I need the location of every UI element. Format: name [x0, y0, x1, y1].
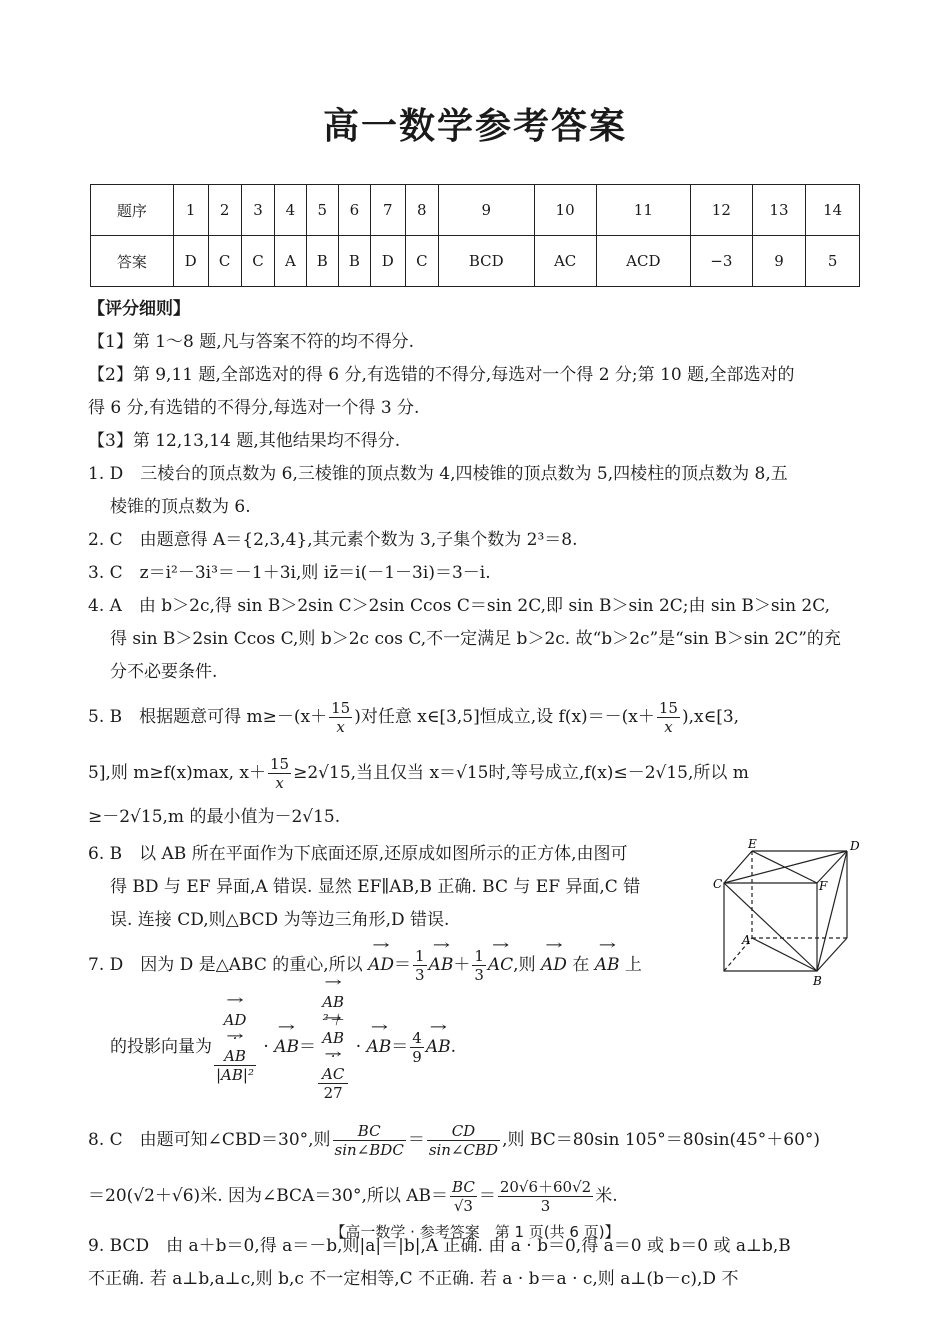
frac-den: x — [275, 774, 284, 792]
q7-text: ＝ — [391, 1037, 409, 1057]
table-cell-answer: B — [306, 236, 338, 287]
vector-ab: → AB — [216, 1047, 254, 1065]
q4-line-c: 分不必要条件. — [110, 662, 218, 682]
table-cell-number: 8 — [405, 185, 438, 236]
table-cell-answer: 5 — [806, 236, 860, 287]
q8-fraction — [450, 1178, 477, 1215]
q7-text: ＋ — [453, 955, 471, 975]
table-cell-number: 7 — [370, 185, 405, 236]
rule-2b: 得 6 分,有选错的不得分,每选对一个得 3 分. — [88, 398, 420, 418]
table-cell-number: 2 — [208, 185, 241, 236]
frac-num — [214, 1011, 256, 1066]
table-cell-number: 11 — [596, 185, 690, 236]
frac-den: x — [336, 718, 345, 736]
table-cell-answer: A — [275, 236, 307, 287]
frac-den: 3 — [474, 966, 484, 984]
frac-den: 27 — [323, 1084, 343, 1102]
table-cell-answer: D — [370, 236, 405, 287]
vector-ab: → AB — [595, 937, 620, 993]
rule-1: 【1】第 1～8 题,凡与答案不符的均不得分. — [88, 332, 415, 352]
vector-ac: → AC — [320, 1065, 346, 1083]
q6-line-b: 得 BD 与 EF 异面,A 错误. 显然 EF∥AB,B 正确. BC 与 EF 异面,C 错 — [110, 877, 641, 897]
q1-line-a: 1. D 三棱台的顶点数为 6,三棱锥的顶点数为 4,四棱锥的顶点数为 5,四棱柱的顶点数为 8,五 — [88, 464, 788, 484]
q7-text: ²＋ — [322, 1011, 344, 1029]
label-d: D — [850, 839, 860, 853]
frac-num — [318, 993, 348, 1084]
table-cell-number: 9 — [438, 185, 534, 236]
segment-bd — [817, 851, 847, 971]
frac-den: sin∠CBD — [428, 1141, 499, 1159]
segment-ef — [752, 851, 817, 883]
vector-ad: → AD — [368, 937, 394, 993]
q1-line-b: 棱锥的顶点数为 6. — [110, 497, 251, 517]
vector-ac: → AC — [488, 937, 513, 993]
q8-text: 米. — [595, 1186, 618, 1206]
q7-text: 上 — [624, 955, 642, 975]
table-cell-answer: D — [173, 236, 208, 287]
q6-line-c: 误. 连接 CD,则△BCD 为等边三角形,D 错误. — [110, 910, 450, 930]
table-cell-answer: C — [208, 236, 241, 287]
table-cell-number: 10 — [534, 185, 596, 236]
table-row-numbers — [91, 185, 860, 236]
table-cell-answer: −3 — [690, 236, 752, 287]
rules-heading: 【评分细则】 — [88, 299, 190, 319]
table-cell-answer: B — [338, 236, 370, 287]
q5-text: 5. B 根据题意可得 m≥－(x＋ — [88, 707, 328, 727]
q5-line-a — [88, 689, 863, 745]
q8-line-b: ＝20(√2＋√6)米. 因为∠BCA＝30°,所以 AB＝ $\frac{BC}{√3}$ ＝ $\frac{20√6+60√2}{3}$ 米. — [88, 1178, 618, 1215]
q5-text: ),x∈[3, — [681, 707, 740, 727]
frac-num: 20√6＋60√2 — [499, 1178, 592, 1196]
table-cell-answer: AC — [534, 236, 596, 287]
frac-den: 3 — [540, 1197, 551, 1215]
q7-text: 在 — [572, 955, 590, 975]
frac-den: |AB|² — [216, 1066, 254, 1084]
table-row-answers — [91, 236, 860, 287]
vector-ad: → AD — [216, 1011, 254, 1029]
page-title: 高一数学参考答案 — [322, 106, 627, 147]
rule-3: 【3】第 12,13,14 题,其他结果均不得分. — [88, 431, 401, 451]
frac-num: 15 — [331, 699, 351, 717]
frac-den: x — [664, 718, 673, 736]
answer-table — [90, 184, 860, 287]
table-cell-number: 1 — [173, 185, 208, 236]
frac-den: √3 — [453, 1197, 473, 1215]
q5-fraction — [657, 699, 680, 736]
rule-2a: 【2】第 9,11 题,全部选对的得 6 分,有选错的不得分,每选对一个得 2 分;第 10 题,全部选对的 — [88, 365, 795, 385]
vector-ab: → AB — [320, 1029, 346, 1047]
q6-line-a: 6. B 以 AB 所在平面作为下底面还原,还原成如图所示的正方体,由图可 — [88, 844, 628, 864]
table-cell-number: 4 — [275, 185, 307, 236]
label-b: B — [813, 974, 822, 988]
q7-text: ＝ — [298, 1037, 316, 1057]
table-cell-number: 3 — [241, 185, 274, 236]
q7-line-b — [88, 993, 863, 1102]
q5-fraction — [329, 699, 352, 736]
q7-fraction — [214, 1011, 256, 1084]
table-cell-answer: 9 — [752, 236, 806, 287]
answer-explanations — [88, 293, 863, 1296]
q9-line-b: 不正确. 若 a⊥b,a⊥c,则 b,c 不一定相等,C 不正确. 若 a · b＝a · c,则 a⊥(b－c),D 不 — [88, 1269, 739, 1289]
q5-text: )对任意 x∈[3,5]恒成立,设 f(x)＝－(x＋ — [354, 707, 655, 727]
vector-ab: → AB — [274, 1019, 299, 1075]
frac-num: BC — [333, 1122, 406, 1141]
frac-num: 1 — [474, 947, 484, 965]
q7-text: ,则 — [513, 955, 536, 975]
q5-line-c: ≥－2√15,m 的最小值为－2√15. — [88, 807, 341, 827]
q5-fraction — [268, 755, 291, 792]
table-cell-number: 14 — [806, 185, 860, 236]
frac-den: sin∠BDC — [334, 1141, 404, 1159]
table-cell-number: 12 — [690, 185, 752, 236]
frac-num: 1 — [415, 947, 425, 965]
table-cell-answer: C — [405, 236, 438, 287]
segment-cb — [724, 883, 817, 971]
table-cell-answer: ACD — [596, 236, 690, 287]
cube-edge — [724, 851, 752, 883]
label-a: A — [742, 933, 751, 947]
table-cell-answer: C — [241, 236, 274, 287]
q9-line-a: 9. BCD 由 a＋b＝0,得 a＝－b,则|a|＝|b|,A 正确. 由 a · b＝0,得 a＝0 或 b＝0 或 a⊥b,B — [88, 1236, 791, 1256]
q8-text: ,则 BC＝80sin 105°＝80sin(45°＋60°) — [502, 1130, 821, 1150]
q7-fraction — [318, 993, 348, 1102]
q7-text: 的投影向量为 — [110, 1037, 212, 1057]
q8-line-a: 8. C 由题可知∠CBD＝30°,则 $\frac{BC}{\text{sin∠BDC}}$ ＝ $\frac{CD}{\text{sin∠CBD}}$ ,则 BC＝80sin 105°＝80sin(45°＋60°) — [88, 1122, 821, 1159]
frac-num: BC — [452, 1178, 475, 1196]
frac-num: 15 — [270, 755, 290, 773]
q8-text: ＝20(√2＋√6)米. 因为∠BCA＝30°,所以 AB＝ — [88, 1186, 449, 1206]
vector-ab: → AB — [426, 1019, 451, 1075]
table-header-cell: 答案 — [91, 236, 174, 287]
q5-line-b — [88, 745, 863, 801]
q4-line-b: 得 sin B＞2sin Ccos C,则 b＞2c cos C,不一定满足 b＞2c. 故“b＞2c”是“sin B＞sin 2C”的充 — [110, 629, 841, 649]
table-cell-number: 5 — [306, 185, 338, 236]
cube-figure — [712, 838, 862, 988]
q7-text: ＝ — [394, 955, 411, 975]
q4-line-a: 4. A 由 b＞2c,得 sin B＞2sin C＞2sin Ccos C＝sin 2C,即 sin B＞sin 2C;由 sin B＞sin 2C, — [88, 596, 831, 616]
table-cell-answer: BCD — [438, 236, 534, 287]
vector-ab: → AB — [429, 937, 454, 993]
vector-ad: → AD — [541, 937, 567, 993]
frac-den: 3 — [415, 966, 425, 984]
table-cell-number: 13 — [752, 185, 806, 236]
frac-den: 9 — [412, 1048, 422, 1066]
frac-num: 4 — [412, 1029, 422, 1047]
vector-ab: → AB — [320, 993, 346, 1011]
q7-text: 7. D 因为 D 是△ABC 的重心,所以 — [88, 955, 363, 975]
table-cell-number: 6 — [338, 185, 370, 236]
label-f: F — [819, 879, 828, 893]
dot: · — [330, 1047, 336, 1065]
q5-text: 5],则 m≥f(x)max, x＋ — [88, 763, 267, 783]
label-e: E — [748, 838, 757, 851]
q8-fraction — [333, 1122, 406, 1159]
dot: · — [350, 1037, 367, 1057]
q8-fraction — [498, 1178, 593, 1215]
q8-fraction — [427, 1122, 500, 1159]
q8-text: 8. C 由题可知∠CBD＝30°,则 — [88, 1130, 331, 1150]
frac-num: CD — [427, 1122, 500, 1141]
q2-line: 2. C 由题意得 A＝{2,3,4},其元素个数为 3,子集个数为 2³＝8. — [88, 530, 578, 550]
page-footer: 【高一数学 · 参考答案 第 1 页(共 6 页)】 — [330, 1223, 620, 1241]
dot: · — [232, 1029, 238, 1047]
q3-line: 3. C z＝i²－3i³＝－1＋3i,则 iz̄＝i(－1－3i)＝3－i. — [88, 563, 491, 583]
dot: · — [257, 1037, 275, 1057]
frac-num: 15 — [658, 699, 678, 717]
q7-text: . — [450, 1037, 457, 1057]
table-header-cell: 题序 — [91, 185, 174, 236]
vector-ab: → AB — [367, 1019, 392, 1075]
label-c: C — [713, 877, 723, 891]
segment-ab — [752, 938, 817, 971]
q5-text: ≥2√15,当且仅当 x＝√15时,等号成立,f(x)≤－2√15,所以 m — [293, 763, 749, 783]
